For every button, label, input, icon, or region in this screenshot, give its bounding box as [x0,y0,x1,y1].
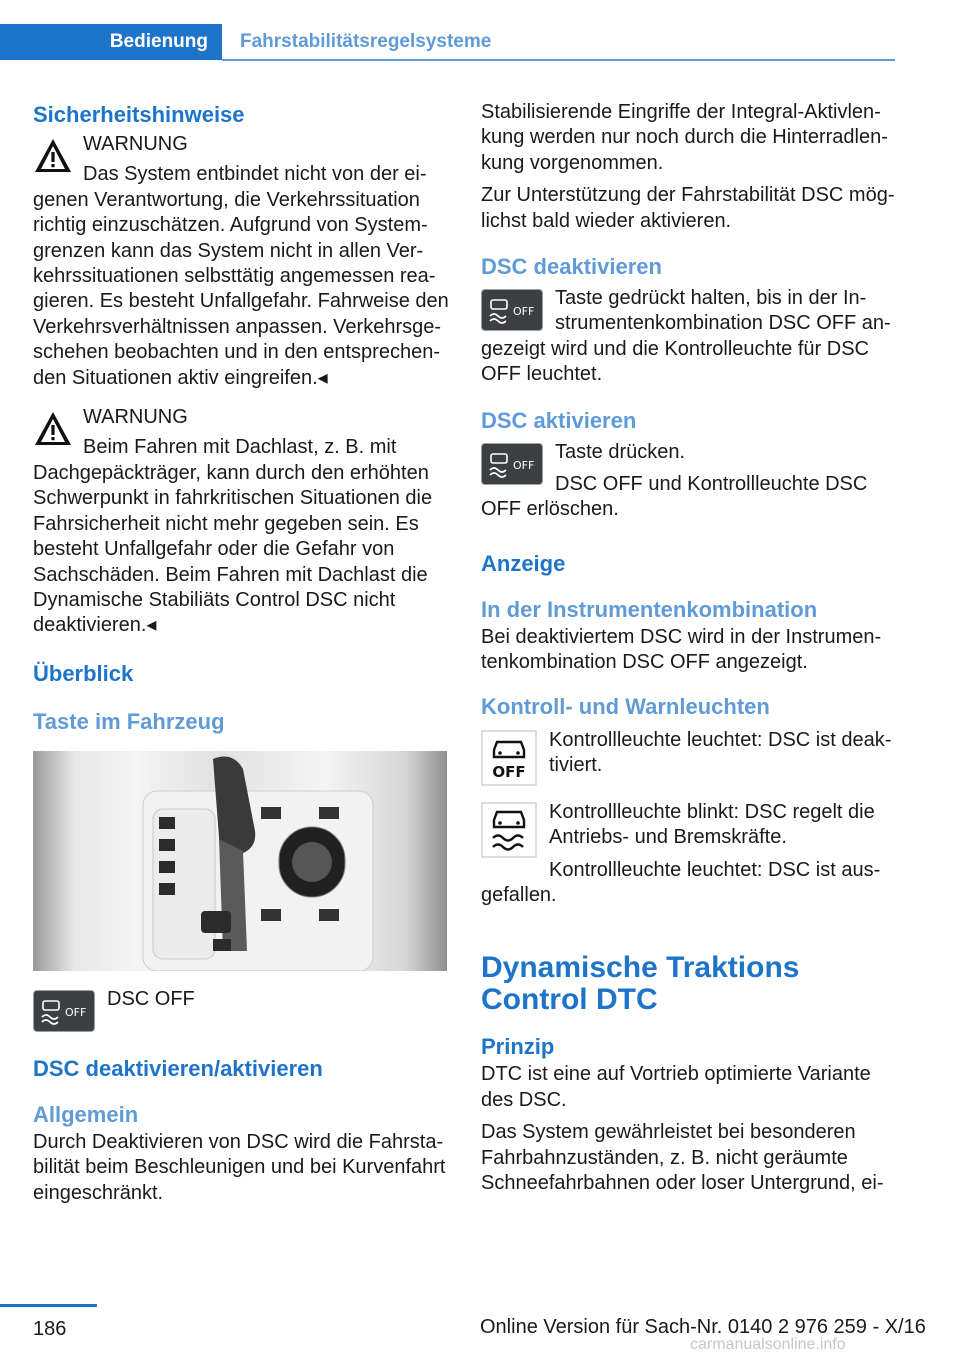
principle-text: DTC ist eine auf Vortrieb optimierte Variante des DSC. [481,1063,871,1111]
footer-accent-bar [0,1304,97,1307]
dsc-act-block [481,440,897,523]
lamp-row-2 [481,800,897,909]
safety-title: Sicherheitshinweise [33,102,245,127]
dsc-deact-title: DSC deaktivieren [481,254,662,280]
warning-text-2-first: Beim Fahren mit Dachlast, z. B. mit [83,436,397,459]
dsc-off-key-icon [33,990,95,1032]
warning-triangle-icon [33,409,73,449]
online-version: Online Version für Sach-Nr. 0140 2 976 259 - X/16 [480,1316,926,1338]
lamp-row-1 [481,728,897,786]
general-title: Allgemein [33,1101,139,1127]
cluster-title: In der Instrumentenkombination [481,596,818,622]
general-text: Durch Deaktivieren von DSC wird die Fahrsta-bilität beim Beschleunigen und bei Kurvenfahrt eingeschränkt. [33,1130,446,1204]
center-console-photo [33,751,447,971]
svg-text:OFF: OFF [65,1005,87,1019]
warning-label-2: WARNUNG [83,406,188,429]
deact-act-title: DSC deaktivieren/aktivieren [33,1055,323,1081]
header-topic-tab[interactable]: Fahrstabilitätsregelsysteme [240,31,492,52]
svg-text:OFF: OFF [513,458,535,472]
warning-text-2: Dachgepäckträger, kann durch den erhöhten Schwerpunkt in fahrkritischen Situationen die Fahrsicherheit nicht mehr gegeben sein. Es besteht Unfallgefahr oder die Gefahr von Sachschäden. Beim Fahren mit Dachlast die Dynamische Stabiliäts Control DSC nicht deaktivieren.◂ [33,461,433,637]
lamp-3-text: gefallen. [481,883,557,906]
dsc-act-text: OFF erlöschen. [481,498,619,521]
dsc-deact-line1: Taste gedrückt halten, bis in der In- [555,287,867,310]
dsc-off-caption-row [33,987,449,1032]
support-text: Zur Unterstützung der Fahrstabilität DSC mög-lichst bald wieder aktivieren. [481,184,895,232]
button-title: Taste im Fahrzeug [33,708,225,734]
dsc-act-line1: Taste drücken. [555,440,686,463]
warning-text-1: genen Verantwortung, die Verkehrssituation richtig einzuschätzen. Aufgrund von System-grenzen kann das System nicht in allen Ver-kehrssituationen selbsttätig angemessen rea-gieren. Es besteht Unfallgefahr. Fahrweise den Verkehrsverhältnissen anpassen. Verkehrsge-schehen beobachten und in den entsprechen-den Situationen aktiv eingreifen.◂ [33,188,449,389]
principle-text-2: Das System gewährleistet bei besonderen Fahrbahnzuständen, z. B. nicht geräumte Schneefahrbahnen oder loser Untergrund, ei- [481,1121,884,1194]
warning-label-1: WARNUNG [83,133,188,155]
warning-block-2 [33,405,449,639]
page-header [0,24,895,60]
dsc-off-caption: DSC OFF [107,987,195,1010]
dsc-off-key-icon [481,289,543,331]
warning-triangle-icon [33,136,73,176]
principle-title: Prinzip [481,1034,555,1060]
lamp-1-text: Kontrollleuchte leuchtet: DSC ist deak-tiviert. [549,728,892,777]
dtc-title-line2: Control DTC [481,983,658,1017]
dsc-act-line2: DSC OFF und Kontrollleuchte DSC [555,473,868,496]
header-section-tab[interactable]: Bedienung [0,24,222,60]
dsc-off-key-icon [481,443,543,485]
intro-text: Stabilisierende Eingriffe der Integral-Aktivlen-kung werden nur noch durch die Hinterradlen-kung vorgenommen. [481,101,888,174]
dtc-title-line1: Dynamische Traktions [481,951,800,985]
lamps-title: Kontroll- und Warnleuchten [481,693,770,719]
svg-text:OFF: OFF [492,762,526,781]
cluster-text: Bei deaktiviertem DSC wird in der Instrumen-tenkombination DSC OFF angezeigt. [481,625,882,674]
dsc-off-lamp-icon [481,730,537,786]
display-title: Anzeige [481,550,566,576]
dsc-deact-line2: strumentenkombination DSC OFF an- [555,312,891,335]
lamp-3-line1: Kontrollleuchte leuchtet: DSC ist aus- [549,858,881,881]
right-column [481,100,897,1196]
overview-title: Überblick [33,660,134,686]
lamp-2-text: Kontrollleuchte blinkt: DSC regelt die Antriebs- und Bremskräfte. [549,800,875,849]
left-column [33,100,449,1206]
dsc-act-title: DSC aktivieren [481,407,637,433]
svg-text:OFF: OFF [513,305,535,319]
header-rule [222,59,895,61]
dsc-lamp-icon [481,802,537,858]
page-number: 186 [33,1318,67,1340]
warning-text-1-first: Das System entbindet nicht von der ei- [83,163,427,186]
dsc-deact-block [481,286,897,388]
watermark: carmanualsonline.info [690,1336,846,1353]
dsc-deact-text: gezeigt wird und die Kontrolleuchte für DSC OFF leuchtet. [481,337,869,386]
warning-block-1 [33,132,449,391]
